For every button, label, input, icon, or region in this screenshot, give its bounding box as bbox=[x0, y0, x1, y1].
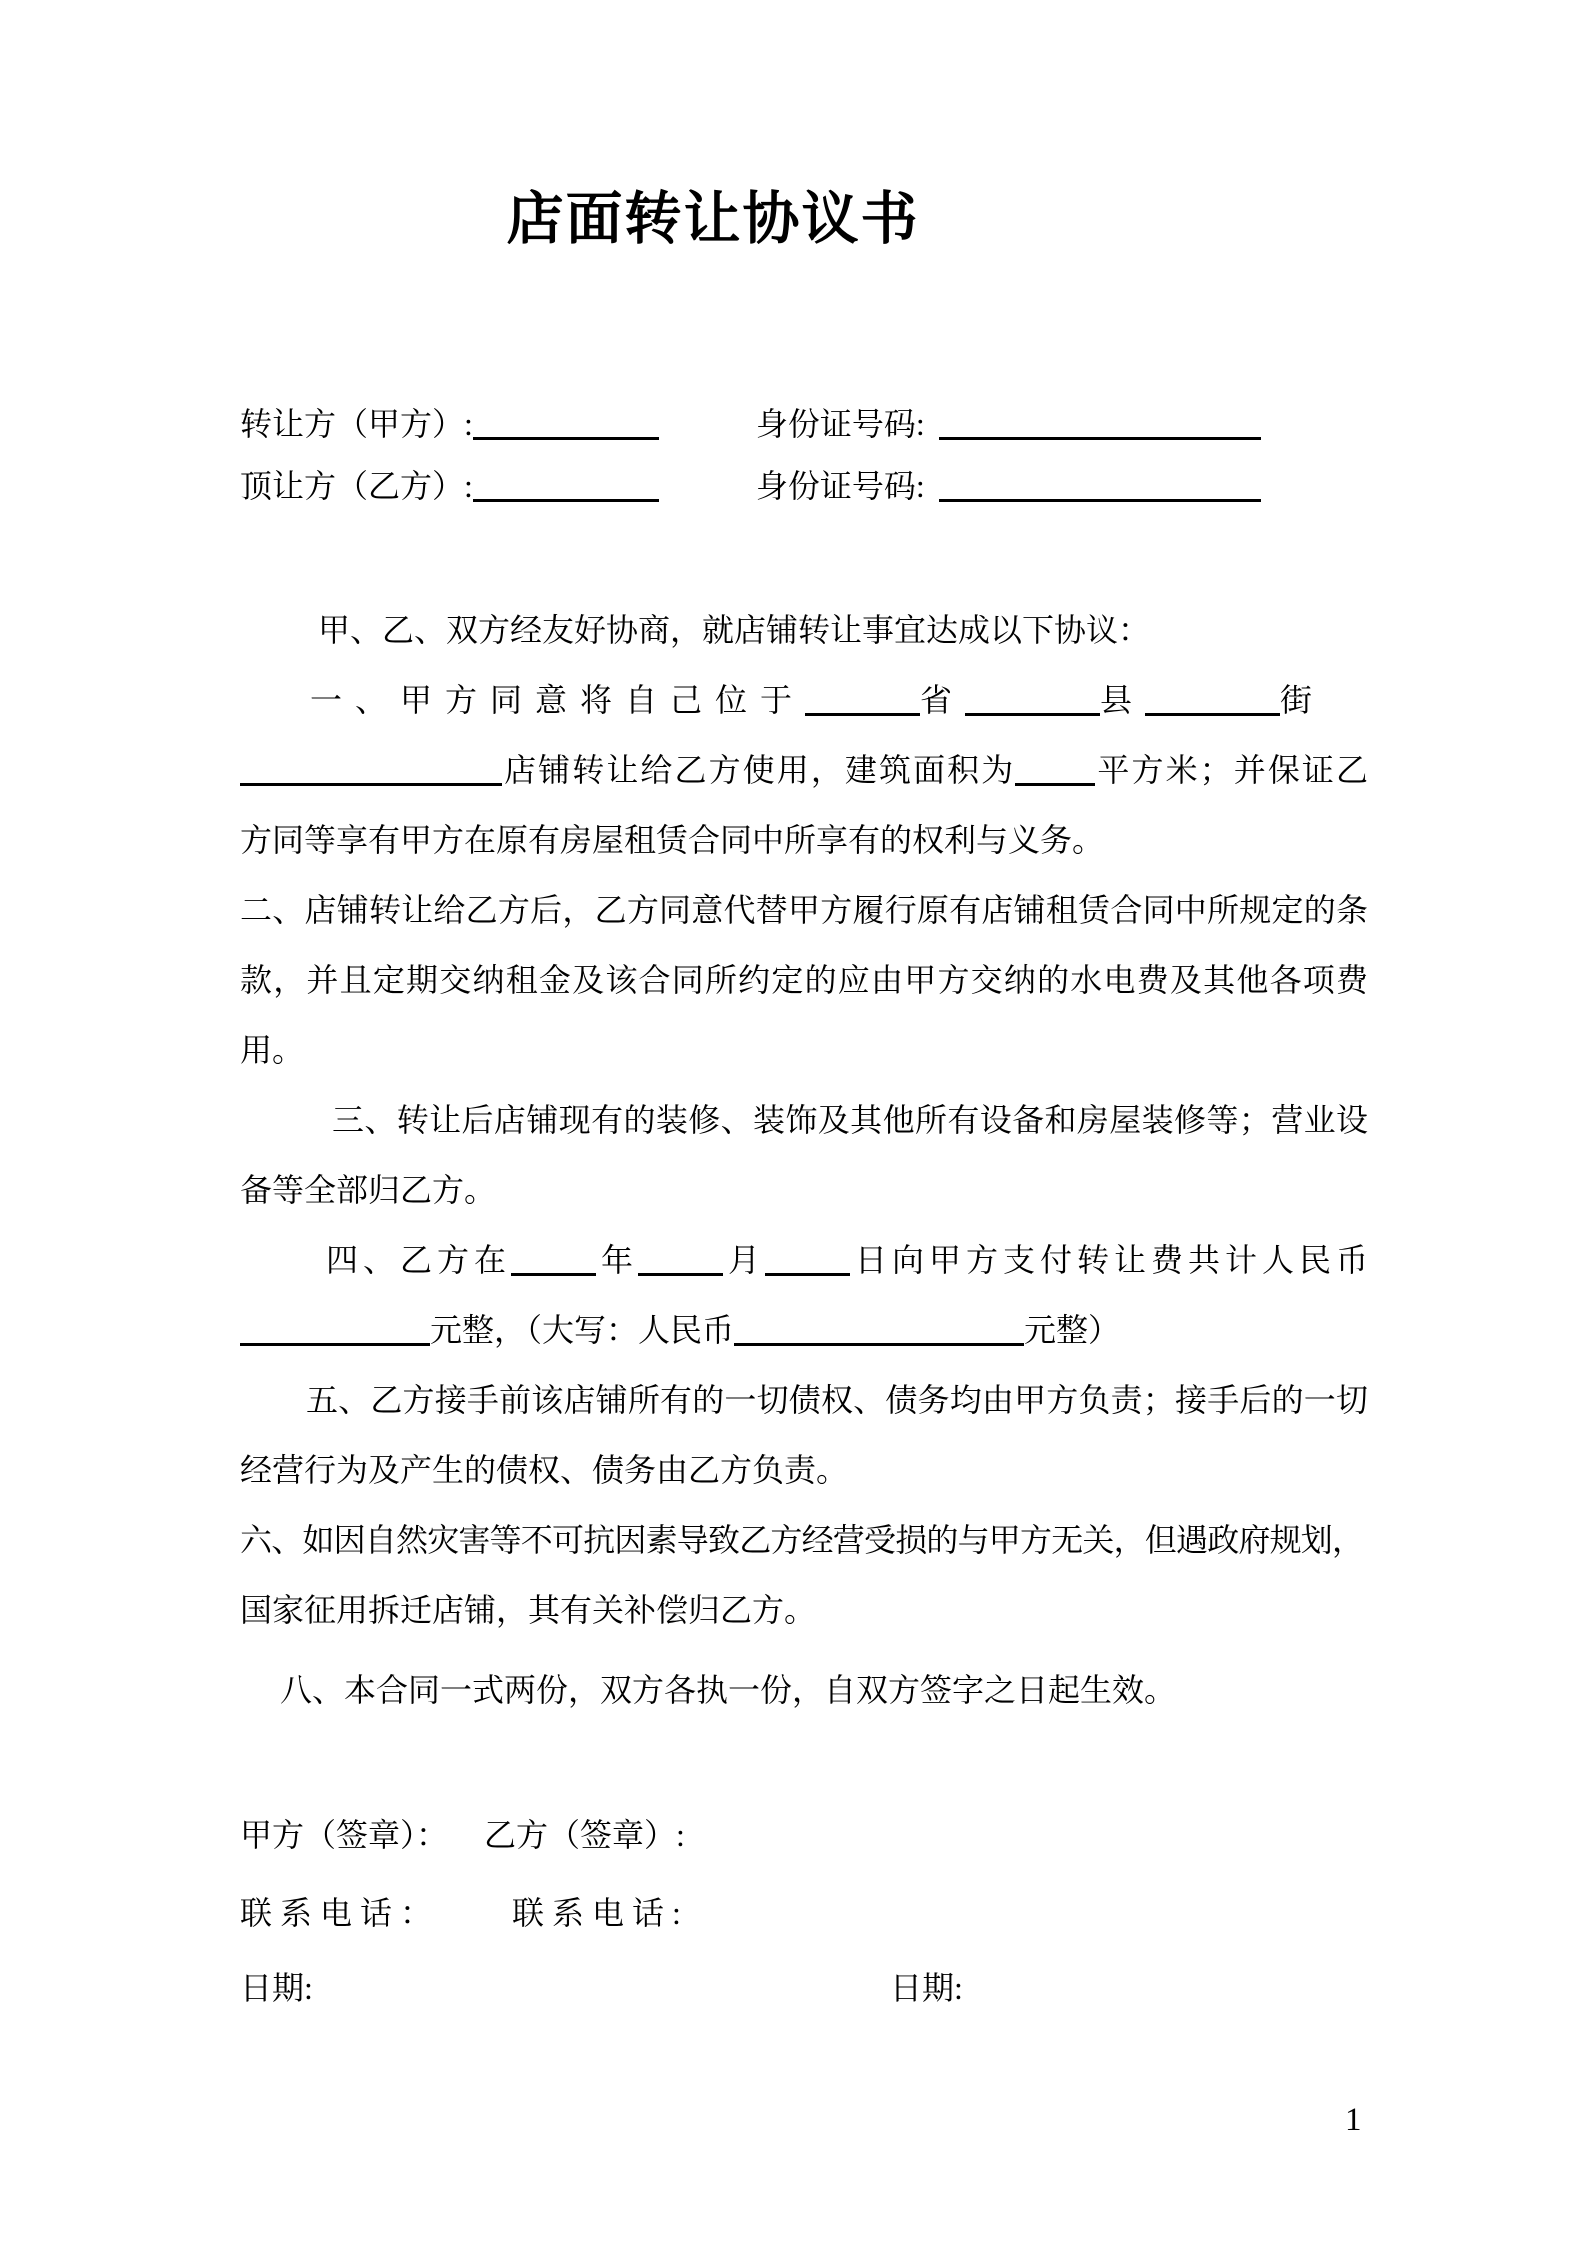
intro-line: 甲、乙、双方经友好协商，就店铺转让事宜达成以下协议： bbox=[318, 612, 1151, 648]
year-unit: 年 bbox=[596, 1242, 638, 1278]
month-unit: 月 bbox=[723, 1242, 765, 1278]
street-unit: 街 bbox=[1280, 682, 1326, 718]
shop-name-blank bbox=[240, 751, 502, 786]
party-b-sign-label: 乙方（签章）: bbox=[484, 1817, 685, 1853]
province-blank bbox=[805, 681, 920, 716]
county-blank bbox=[965, 681, 1100, 716]
clause-3-line-1: 三、转让后店铺现有的装修、装饰及其他所有设备和房屋装修等；营业设 bbox=[332, 1102, 1368, 1138]
province-unit: 省 bbox=[920, 682, 966, 718]
party-a-label: 转让方（甲方）: bbox=[240, 406, 473, 442]
clause-2-line-3: 用。 bbox=[240, 1032, 305, 1068]
phone-row bbox=[240, 1878, 1368, 1948]
document-title-text: 店面转让协议书 bbox=[506, 188, 920, 251]
id-number-label-b: 身份证号码: bbox=[755, 468, 925, 504]
id-number-label-a: 身份证号码: bbox=[755, 406, 925, 442]
area-blank bbox=[1015, 751, 1095, 786]
clause-6-line-2: 国家征用拆迁店铺，其有关补偿归乙方。 bbox=[240, 1592, 817, 1628]
date-label-b: 日期: bbox=[890, 1970, 963, 2006]
day-blank bbox=[765, 1241, 850, 1276]
clause-3-line-2: 备等全部归乙方。 bbox=[240, 1172, 497, 1208]
amount-text-a: 元整，（大写：人民币 bbox=[430, 1312, 735, 1348]
party-a-name-blank bbox=[473, 405, 659, 440]
clause-1-text: 一、甲方同意将自己位于 bbox=[310, 682, 806, 718]
clause-6-line-1: 六、如因自然灾害等不可抗因素导致乙方经营受损的与甲方无关，但遇政府规划， bbox=[240, 1522, 1364, 1558]
clause-1-line-2-tail: 平方米；并保证乙 bbox=[1095, 752, 1368, 788]
amount-text-b: 元整） bbox=[1024, 1312, 1121, 1348]
date-label-a: 日期: bbox=[240, 1970, 313, 2006]
id-number-blank-a bbox=[939, 405, 1261, 440]
clause-4-text: 四、乙方在 bbox=[326, 1242, 511, 1278]
clause-4-line-1 bbox=[240, 1225, 1368, 1295]
clause-1-line-2-text: 店铺转让给乙方使用，建筑面积为 bbox=[502, 752, 1016, 788]
document-title bbox=[0, 185, 1586, 255]
phone-label-a: 联系电话： bbox=[240, 1895, 441, 1931]
clause-8-line: 八、本合同一式两份，双方各执一份，自双方签字之日起生效。 bbox=[280, 1672, 1177, 1708]
clause-1-line-1 bbox=[240, 665, 1368, 735]
clause-5-line-2: 经营行为及产生的债权、债务由乙方负责。 bbox=[240, 1452, 849, 1488]
party-b-label: 顶让方（乙方）: bbox=[240, 468, 473, 504]
clause-1-line-3: 方同等享有甲方在原有房屋租赁合同中所享有的权利与义务。 bbox=[240, 822, 1105, 858]
party-b-name-blank bbox=[473, 467, 659, 502]
party-a-row bbox=[240, 389, 1368, 459]
party-a-sign-label: 甲方（签章）： bbox=[240, 1817, 449, 1853]
month-blank bbox=[638, 1241, 723, 1276]
phone-label-b: 联系电话: bbox=[512, 1895, 689, 1931]
page-number: 1 bbox=[1345, 2102, 1362, 2138]
date-row bbox=[240, 1953, 1368, 2023]
clause-5-line-1: 五、乙方接手前该店铺所有的一切债权、债务均由甲方负责；接手后的一切 bbox=[306, 1382, 1368, 1418]
clause-2-line-1: 二、店铺转让给乙方后，乙方同意代替甲方履行原有店铺租赁合同中所规定的条 bbox=[240, 892, 1368, 928]
id-number-blank-b bbox=[939, 467, 1261, 502]
street-blank bbox=[1145, 681, 1280, 716]
amount-numeric-blank bbox=[240, 1311, 430, 1346]
county-unit: 县 bbox=[1100, 682, 1146, 718]
clause-1-line-2 bbox=[240, 735, 1368, 805]
clause-4-line-2 bbox=[240, 1295, 1368, 1365]
signature-row bbox=[240, 1800, 1368, 1870]
amount-words-blank bbox=[734, 1311, 1024, 1346]
clause-4-tail: 日向甲方支付转让费共计人民币 bbox=[850, 1242, 1368, 1278]
year-blank bbox=[511, 1241, 596, 1276]
clause-2-line-2: 款，并且定期交纳租金及该合同所约定的应由甲方交纳的水电费及其他各项费 bbox=[240, 962, 1368, 998]
party-b-row bbox=[240, 451, 1368, 521]
